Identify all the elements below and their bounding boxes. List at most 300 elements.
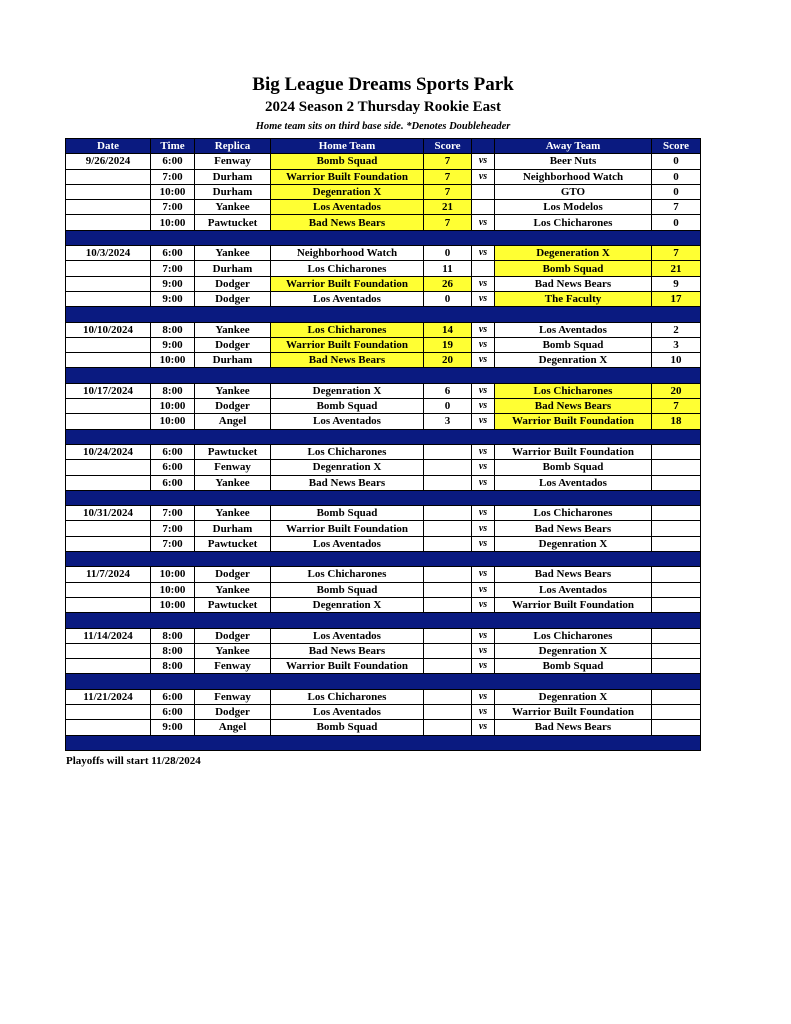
- date-cell: [66, 200, 151, 215]
- replica-cell: Angel: [195, 414, 271, 429]
- game-row: [66, 322, 701, 337]
- home-score-cell: [424, 536, 472, 551]
- away-team-cell: Warrior Built Foundation: [495, 414, 652, 429]
- replica-cell: Pawtucket: [195, 444, 271, 459]
- time-cell: 7:00: [151, 536, 195, 551]
- time-cell: 6:00: [151, 704, 195, 719]
- home-score-cell: 14: [424, 322, 472, 337]
- home-score-cell: 11: [424, 261, 472, 276]
- column-header-home-team: Home Team: [271, 139, 424, 154]
- away-score-cell: 0: [652, 215, 701, 230]
- separator-bar: [66, 307, 701, 322]
- away-team-cell: Los Chicharones: [495, 215, 652, 230]
- date-cell: 10/31/2024: [66, 506, 151, 521]
- away-score-cell: [652, 460, 701, 475]
- away-team-cell: Los Modelos: [495, 200, 652, 215]
- time-cell: 6:00: [151, 154, 195, 169]
- date-cell: [66, 399, 151, 414]
- away-score-cell: 17: [652, 291, 701, 306]
- time-cell: 8:00: [151, 643, 195, 658]
- away-score-cell: 3: [652, 337, 701, 352]
- away-team-cell: Warrior Built Foundation: [495, 444, 652, 459]
- page-title: Big League Dreams Sports Park: [252, 74, 514, 95]
- replica-cell: Yankee: [195, 200, 271, 215]
- away-team-cell: The Faculty: [495, 291, 652, 306]
- vs-cell: vs: [472, 154, 495, 169]
- time-cell: 10:00: [151, 567, 195, 582]
- vs-cell: vs: [472, 582, 495, 597]
- replica-cell: Dodger: [195, 276, 271, 291]
- column-header-home-score: Score: [424, 139, 472, 154]
- away-team-cell: Bad News Bears: [495, 276, 652, 291]
- home-team-cell: Los Aventados: [271, 291, 424, 306]
- column-header-away-score: Score: [652, 139, 701, 154]
- separator-bar: [66, 735, 701, 750]
- away-score-cell: [652, 704, 701, 719]
- column-header-date: Date: [66, 139, 151, 154]
- home-team-cell: Bomb Squad: [271, 506, 424, 521]
- away-score-cell: 20: [652, 383, 701, 398]
- away-score-cell: [652, 521, 701, 536]
- away-team-cell: Degeneration X: [495, 246, 652, 261]
- vs-cell: vs: [472, 460, 495, 475]
- replica-cell: Dodger: [195, 337, 271, 352]
- time-cell: 10:00: [151, 353, 195, 368]
- vs-cell: vs: [472, 628, 495, 643]
- date-cell: [66, 659, 151, 674]
- game-row: [66, 169, 701, 184]
- time-cell: 8:00: [151, 383, 195, 398]
- week-separator: [66, 230, 701, 245]
- away-team-cell: Beer Nuts: [495, 154, 652, 169]
- date-cell: 11/7/2024: [66, 567, 151, 582]
- date-cell: [66, 720, 151, 735]
- away-team-cell: Warrior Built Foundation: [495, 597, 652, 612]
- time-cell: 8:00: [151, 628, 195, 643]
- home-team-cell: Warrior Built Foundation: [271, 521, 424, 536]
- away-team-cell: Los Chicharones: [495, 628, 652, 643]
- page-subtitle: 2024 Season 2 Thursday Rookie East: [264, 99, 502, 115]
- column-header-replica: Replica: [195, 139, 271, 154]
- home-team-cell: Bomb Squad: [271, 154, 424, 169]
- home-team-cell: Los Aventados: [271, 414, 424, 429]
- date-cell: [66, 582, 151, 597]
- column-header-away-team: Away Team: [495, 139, 652, 154]
- home-team-cell: Degenration X: [271, 460, 424, 475]
- home-team-cell: Degenration X: [271, 184, 424, 199]
- away-team-cell: Bad News Bears: [495, 567, 652, 582]
- separator-bar: [66, 552, 701, 567]
- home-team-cell: Bad News Bears: [271, 475, 424, 490]
- date-cell: [66, 521, 151, 536]
- game-row: [66, 689, 701, 704]
- date-cell: 11/21/2024: [66, 689, 151, 704]
- home-score-cell: 0: [424, 246, 472, 261]
- vs-cell: [472, 200, 495, 215]
- replica-cell: Durham: [195, 169, 271, 184]
- game-row: [66, 628, 701, 643]
- away-score-cell: [652, 506, 701, 521]
- away-team-cell: Bad News Bears: [495, 399, 652, 414]
- replica-cell: Dodger: [195, 704, 271, 719]
- replica-cell: Yankee: [195, 246, 271, 261]
- home-score-cell: 0: [424, 399, 472, 414]
- home-score-cell: 6: [424, 383, 472, 398]
- vs-cell: vs: [472, 246, 495, 261]
- time-cell: 9:00: [151, 291, 195, 306]
- replica-cell: Fenway: [195, 460, 271, 475]
- game-row: [66, 353, 701, 368]
- date-cell: [66, 261, 151, 276]
- vs-cell: vs: [472, 291, 495, 306]
- replica-cell: Durham: [195, 353, 271, 368]
- home-team-cell: Bad News Bears: [271, 353, 424, 368]
- date-cell: [66, 597, 151, 612]
- time-cell: 6:00: [151, 689, 195, 704]
- time-cell: 6:00: [151, 460, 195, 475]
- home-score-cell: 0: [424, 291, 472, 306]
- home-team-cell: Degenration X: [271, 597, 424, 612]
- replica-cell: Yankee: [195, 506, 271, 521]
- date-cell: [66, 276, 151, 291]
- game-row: [66, 291, 701, 306]
- home-score-cell: 20: [424, 353, 472, 368]
- replica-cell: Yankee: [195, 475, 271, 490]
- time-cell: 10:00: [151, 215, 195, 230]
- time-cell: 7:00: [151, 506, 195, 521]
- date-cell: 10/24/2024: [66, 444, 151, 459]
- home-score-cell: [424, 460, 472, 475]
- game-row: [66, 276, 701, 291]
- home-score-cell: [424, 506, 472, 521]
- game-row: [66, 200, 701, 215]
- replica-cell: Fenway: [195, 659, 271, 674]
- away-team-cell: Bomb Squad: [495, 337, 652, 352]
- away-score-cell: [652, 444, 701, 459]
- replica-cell: Angel: [195, 720, 271, 735]
- vs-cell: vs: [472, 169, 495, 184]
- time-cell: 9:00: [151, 720, 195, 735]
- vs-cell: vs: [472, 643, 495, 658]
- game-row: [66, 475, 701, 490]
- vs-cell: [472, 261, 495, 276]
- away-team-cell: Los Aventados: [495, 475, 652, 490]
- away-team-cell: Degenration X: [495, 353, 652, 368]
- replica-cell: Fenway: [195, 154, 271, 169]
- away-score-cell: [652, 475, 701, 490]
- vs-cell: vs: [472, 659, 495, 674]
- time-cell: 9:00: [151, 276, 195, 291]
- away-team-cell: Los Chicharones: [495, 383, 652, 398]
- home-score-cell: [424, 444, 472, 459]
- date-cell: 10/3/2024: [66, 246, 151, 261]
- vs-cell: vs: [472, 414, 495, 429]
- away-score-cell: 0: [652, 169, 701, 184]
- home-score-cell: 19: [424, 337, 472, 352]
- replica-cell: Dodger: [195, 628, 271, 643]
- game-row: [66, 414, 701, 429]
- away-team-cell: Bad News Bears: [495, 720, 652, 735]
- vs-cell: vs: [472, 704, 495, 719]
- time-cell: 7:00: [151, 261, 195, 276]
- time-cell: 6:00: [151, 246, 195, 261]
- time-cell: 10:00: [151, 597, 195, 612]
- header-row: [66, 139, 701, 154]
- vs-cell: vs: [472, 536, 495, 551]
- week-separator: [66, 674, 701, 689]
- separator-bar: [66, 368, 701, 383]
- game-row: [66, 154, 701, 169]
- home-score-cell: [424, 689, 472, 704]
- away-score-cell: 0: [652, 184, 701, 199]
- column-header-vs: [472, 139, 495, 154]
- week-separator: [66, 429, 701, 444]
- date-cell: 9/26/2024: [66, 154, 151, 169]
- home-score-cell: [424, 628, 472, 643]
- replica-cell: Durham: [195, 521, 271, 536]
- home-team-cell: Bomb Squad: [271, 399, 424, 414]
- home-team-cell: Warrior Built Foundation: [271, 659, 424, 674]
- home-score-cell: 7: [424, 154, 472, 169]
- game-row: [66, 506, 701, 521]
- date-cell: [66, 337, 151, 352]
- separator-bar: [66, 230, 701, 245]
- replica-cell: Dodger: [195, 567, 271, 582]
- away-score-cell: [652, 628, 701, 643]
- week-separator: [66, 368, 701, 383]
- home-score-cell: [424, 597, 472, 612]
- replica-cell: Pawtucket: [195, 536, 271, 551]
- vs-cell: vs: [472, 322, 495, 337]
- away-team-cell: Warrior Built Foundation: [495, 704, 652, 719]
- time-cell: 6:00: [151, 444, 195, 459]
- away-score-cell: [652, 567, 701, 582]
- away-team-cell: Los Aventados: [495, 582, 652, 597]
- vs-cell: vs: [472, 475, 495, 490]
- playoffs-note: Playoffs will start 11/28/2024: [66, 755, 201, 767]
- date-cell: [66, 353, 151, 368]
- home-team-cell: Los Chicharones: [271, 261, 424, 276]
- game-row: [66, 399, 701, 414]
- home-team-cell: Warrior Built Foundation: [271, 169, 424, 184]
- home-team-cell: Bad News Bears: [271, 643, 424, 658]
- vs-cell: vs: [472, 337, 495, 352]
- date-cell: [66, 536, 151, 551]
- home-score-cell: 21: [424, 200, 472, 215]
- home-score-cell: [424, 521, 472, 536]
- time-cell: 6:00: [151, 475, 195, 490]
- vs-cell: vs: [472, 444, 495, 459]
- game-row: [66, 659, 701, 674]
- home-team-cell: Bomb Squad: [271, 720, 424, 735]
- replica-cell: Fenway: [195, 689, 271, 704]
- vs-cell: vs: [472, 215, 495, 230]
- game-row: [66, 582, 701, 597]
- away-score-cell: [652, 689, 701, 704]
- separator-bar: [66, 674, 701, 689]
- replica-cell: Yankee: [195, 383, 271, 398]
- away-score-cell: 0: [652, 154, 701, 169]
- replica-cell: Yankee: [195, 643, 271, 658]
- separator-bar: [66, 429, 701, 444]
- away-team-cell: Los Aventados: [495, 322, 652, 337]
- away-score-cell: [652, 643, 701, 658]
- away-team-cell: Neighborhood Watch: [495, 169, 652, 184]
- away-team-cell: GTO: [495, 184, 652, 199]
- away-team-cell: Degenration X: [495, 689, 652, 704]
- game-row: [66, 337, 701, 352]
- away-score-cell: 9: [652, 276, 701, 291]
- game-row: [66, 246, 701, 261]
- vs-cell: [472, 184, 495, 199]
- home-team-cell: Neighborhood Watch: [271, 246, 424, 261]
- away-score-cell: 18: [652, 414, 701, 429]
- game-row: [66, 521, 701, 536]
- away-score-cell: 7: [652, 200, 701, 215]
- home-team-cell: Los Aventados: [271, 628, 424, 643]
- home-score-cell: [424, 704, 472, 719]
- home-team-cell: Los Chicharones: [271, 322, 424, 337]
- home-team-cell: Warrior Built Foundation: [271, 276, 424, 291]
- game-row: [66, 704, 701, 719]
- time-cell: 10:00: [151, 582, 195, 597]
- time-cell: 8:00: [151, 322, 195, 337]
- home-team-cell: Los Chicharones: [271, 567, 424, 582]
- home-score-cell: [424, 582, 472, 597]
- game-row: [66, 444, 701, 459]
- away-team-cell: Bomb Squad: [495, 261, 652, 276]
- time-cell: 9:00: [151, 337, 195, 352]
- time-cell: 7:00: [151, 169, 195, 184]
- game-row: [66, 567, 701, 582]
- away-team-cell: Degenration X: [495, 536, 652, 551]
- vs-cell: vs: [472, 720, 495, 735]
- away-team-cell: Bomb Squad: [495, 460, 652, 475]
- date-cell: [66, 215, 151, 230]
- date-cell: [66, 291, 151, 306]
- vs-cell: vs: [472, 399, 495, 414]
- replica-cell: Yankee: [195, 582, 271, 597]
- replica-cell: Pawtucket: [195, 215, 271, 230]
- date-cell: 10/17/2024: [66, 383, 151, 398]
- vs-cell: vs: [472, 353, 495, 368]
- replica-cell: Yankee: [195, 322, 271, 337]
- column-header-time: Time: [151, 139, 195, 154]
- game-row: [66, 720, 701, 735]
- vs-cell: vs: [472, 567, 495, 582]
- away-team-cell: Bomb Squad: [495, 659, 652, 674]
- away-team-cell: Bad News Bears: [495, 521, 652, 536]
- week-separator: [66, 552, 701, 567]
- vs-cell: vs: [472, 521, 495, 536]
- away-score-cell: [652, 720, 701, 735]
- date-cell: [66, 475, 151, 490]
- week-separator: [66, 735, 701, 750]
- date-cell: [66, 704, 151, 719]
- away-score-cell: [652, 597, 701, 612]
- away-team-cell: Degenration X: [495, 643, 652, 658]
- home-score-cell: [424, 475, 472, 490]
- away-team-cell: Los Chicharones: [495, 506, 652, 521]
- home-score-cell: 7: [424, 215, 472, 230]
- vs-cell: vs: [472, 597, 495, 612]
- time-cell: 8:00: [151, 659, 195, 674]
- replica-cell: Pawtucket: [195, 597, 271, 612]
- time-cell: 10:00: [151, 414, 195, 429]
- home-score-cell: 26: [424, 276, 472, 291]
- home-team-cell: Bad News Bears: [271, 215, 424, 230]
- week-separator: [66, 613, 701, 628]
- separator-bar: [66, 613, 701, 628]
- home-team-cell: Los Chicharones: [271, 444, 424, 459]
- date-cell: [66, 460, 151, 475]
- vs-cell: vs: [472, 689, 495, 704]
- home-team-cell: Los Aventados: [271, 536, 424, 551]
- date-cell: [66, 169, 151, 184]
- away-score-cell: 10: [652, 353, 701, 368]
- vs-cell: vs: [472, 383, 495, 398]
- schedule-table: [65, 138, 701, 751]
- vs-cell: vs: [472, 506, 495, 521]
- home-team-cell: Los Chicharones: [271, 689, 424, 704]
- time-cell: 7:00: [151, 200, 195, 215]
- game-row: [66, 261, 701, 276]
- away-score-cell: [652, 659, 701, 674]
- date-cell: [66, 184, 151, 199]
- home-team-cell: Degenration X: [271, 383, 424, 398]
- date-cell: 11/14/2024: [66, 628, 151, 643]
- away-score-cell: 2: [652, 322, 701, 337]
- game-row: [66, 383, 701, 398]
- week-separator: [66, 307, 701, 322]
- home-score-cell: [424, 567, 472, 582]
- game-row: [66, 215, 701, 230]
- home-team-cell: Bomb Squad: [271, 582, 424, 597]
- home-score-cell: [424, 643, 472, 658]
- time-cell: 10:00: [151, 399, 195, 414]
- home-score-cell: [424, 720, 472, 735]
- replica-cell: Dodger: [195, 399, 271, 414]
- vs-cell: vs: [472, 276, 495, 291]
- game-row: [66, 597, 701, 612]
- home-score-cell: 7: [424, 169, 472, 184]
- home-team-cell: Los Aventados: [271, 200, 424, 215]
- time-cell: 7:00: [151, 521, 195, 536]
- replica-cell: Dodger: [195, 291, 271, 306]
- home-score-cell: 3: [424, 414, 472, 429]
- away-score-cell: [652, 582, 701, 597]
- time-cell: 10:00: [151, 184, 195, 199]
- separator-bar: [66, 490, 701, 505]
- away-score-cell: 7: [652, 399, 701, 414]
- replica-cell: Durham: [195, 261, 271, 276]
- date-cell: [66, 414, 151, 429]
- away-score-cell: [652, 536, 701, 551]
- home-team-cell: Warrior Built Foundation: [271, 337, 424, 352]
- away-score-cell: 21: [652, 261, 701, 276]
- game-row: [66, 184, 701, 199]
- date-cell: 10/10/2024: [66, 322, 151, 337]
- home-score-cell: [424, 659, 472, 674]
- week-separator: [66, 490, 701, 505]
- away-score-cell: 7: [652, 246, 701, 261]
- replica-cell: Durham: [195, 184, 271, 199]
- game-row: [66, 536, 701, 551]
- home-score-cell: 7: [424, 184, 472, 199]
- game-row: [66, 643, 701, 658]
- game-row: [66, 460, 701, 475]
- home-team-cell: Los Aventados: [271, 704, 424, 719]
